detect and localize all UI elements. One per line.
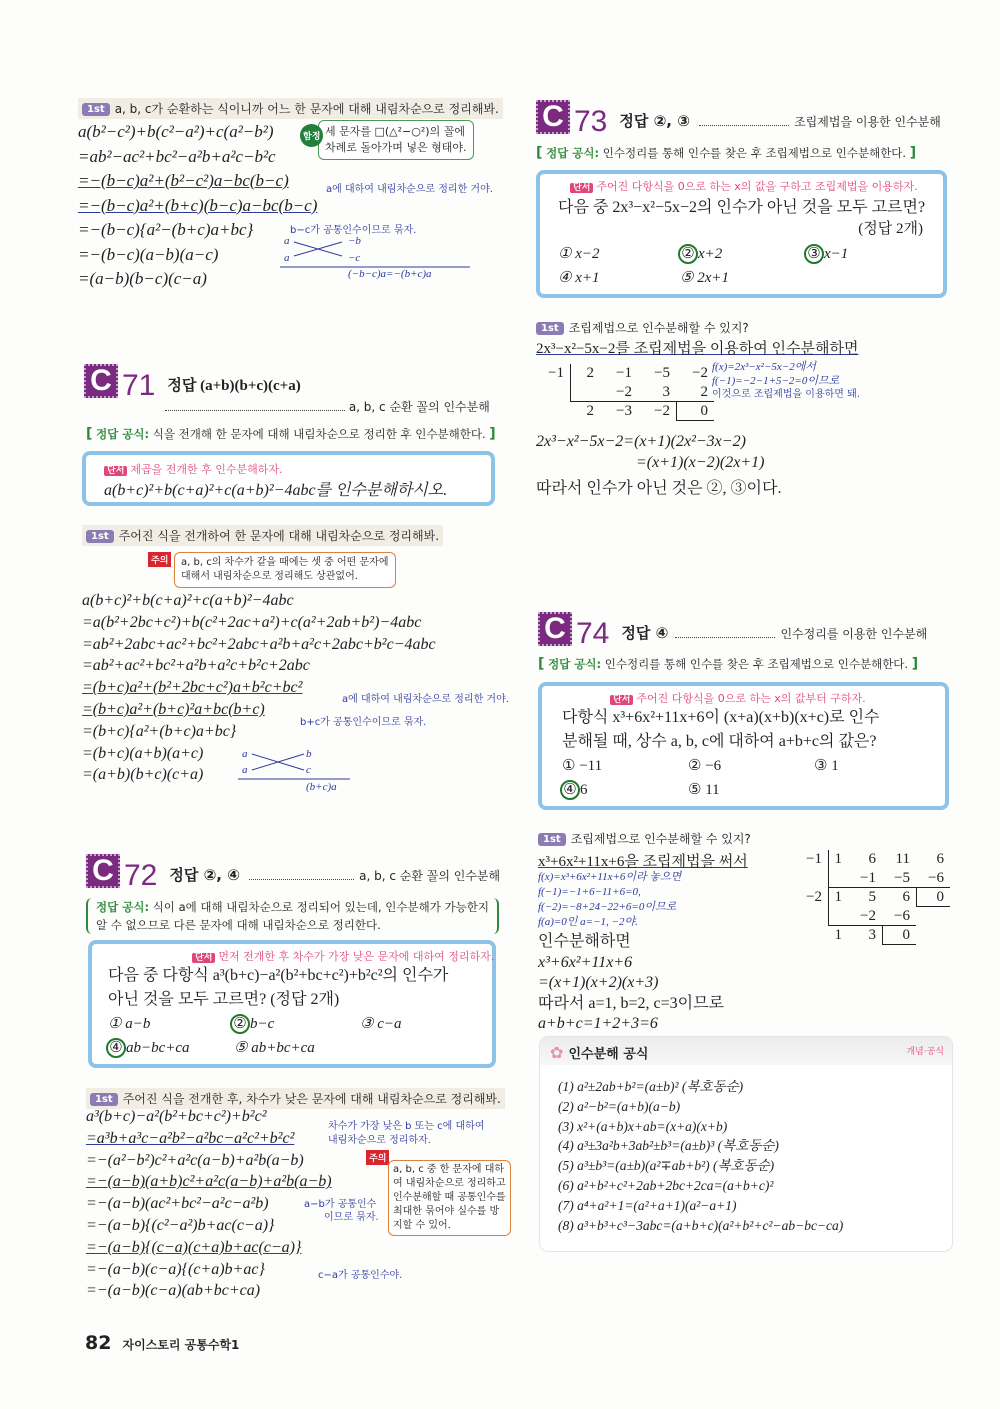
- problem-number: 73: [574, 104, 608, 138]
- choice-text: a−b: [125, 1016, 151, 1032]
- formula-label: 정답 공식:: [96, 427, 150, 441]
- formula-label: 정답 공식:: [548, 657, 602, 671]
- formula-box-title: 인수분해 공식: [568, 1047, 649, 1062]
- formula-item: (7) a⁴+a²+1=(a²+a+1)(a²−a+1): [558, 1197, 737, 1213]
- derivation-line: =(b+c){a²+(b+c)a+bc}: [82, 722, 237, 740]
- formula-text: 식이 a에 대해 내림차순으로 정리되어 있는데, 인수분해가 가능한지: [152, 900, 489, 914]
- problem-header-72: [86, 854, 500, 893]
- division-root: −2: [806, 889, 822, 905]
- formula-list: [540, 1065, 952, 1235]
- choice-number: ⑤: [680, 270, 694, 286]
- formula-item: (1) a²±2ab+b²=(a±b)² (복호동순): [558, 1079, 744, 1094]
- cross-label: −b: [348, 235, 361, 247]
- topic: 조립제법을 이용한 인수분해: [794, 115, 941, 129]
- formula-item: (5) a³±b³=(a±b)(a²∓ab+b²) (복호동순): [558, 1158, 775, 1174]
- cross-sum: (−b−c)a=−(b+c)a: [348, 268, 432, 280]
- circled-answer-mark: ②: [678, 244, 698, 264]
- derivation-line: a³(b+c)−a²(b²+bc+c²)+b²c²: [86, 1108, 267, 1125]
- choice-number: ①: [562, 758, 576, 774]
- trap-callout: [300, 120, 474, 160]
- problem-text: 다항식 x³+6x²+11x+6이 (x+a)(x+b)(x+c)로 인수: [562, 709, 880, 726]
- derivation-line: =−(a−b)(ac²+bc²−a²c−a²b): [86, 1195, 269, 1213]
- derivation-line: =−(b−c)a²+(b²−c²)a−bc(b−c): [78, 171, 289, 190]
- step-badge: 1st: [82, 103, 110, 116]
- problem-box: [88, 940, 496, 1068]
- caution-text: 최대한 묶어야 실수를 방: [393, 1206, 500, 1217]
- caution-text: a, b, c 중 한 문자에 대하: [393, 1164, 505, 1175]
- circled-answer-mark: ④: [106, 1038, 126, 1058]
- cross-label: b: [306, 748, 312, 760]
- cross-label: a: [242, 764, 248, 776]
- choice-text: 2x+1: [697, 270, 729, 286]
- choice-number: ①: [108, 1016, 122, 1032]
- hint: 제곱을 전개한 후 인수분해하자.: [130, 463, 283, 476]
- division-cell: [828, 869, 848, 888]
- side-note: a에 대하여 내림차순으로 정리한 거야.: [342, 694, 509, 705]
- derivation-line: 인수분해하면: [538, 933, 631, 950]
- hint: 주어진 다항식을 0으로 하는 x의 값부터 구하자.: [636, 692, 866, 705]
- problem-text: 다음 중 2x³−x²−5x−2의 인수가 아닌 것을 모두 고르면?: [558, 199, 926, 216]
- formula-text: 인수정리를 통해 인수를 찾은 후 조립제법으로 인수분해한다.: [604, 657, 909, 671]
- choice-number: ⑤: [688, 782, 702, 798]
- choice-text: c−a: [377, 1016, 402, 1032]
- side-note: a에 대하여 내림차순으로 정리한 거야.: [326, 184, 493, 195]
- step-heading: [78, 98, 503, 119]
- division-cell: −2: [600, 383, 638, 402]
- choice-text: x−1: [824, 246, 849, 262]
- topic: a, b, c 순환 꼴의 인수분해: [359, 869, 501, 883]
- division-cell: −2: [692, 365, 708, 381]
- choice-text: 1: [831, 758, 839, 774]
- c-badge: C: [536, 100, 570, 134]
- problem-number: 71: [122, 368, 156, 402]
- side-note: [304, 1198, 379, 1224]
- division-cell: 1: [834, 927, 842, 943]
- division-cell: −2: [654, 403, 670, 419]
- derivation-line: =ab²+ac²+bc²+a²b+a²c+b²c+2abc: [82, 657, 310, 675]
- choice-text: x+2: [698, 246, 723, 262]
- step-heading: [86, 1088, 505, 1109]
- problem-text: 아닌 것을 모두 고르면? (정답 2개): [108, 991, 340, 1008]
- choice-text: ab−bc+ca: [126, 1040, 190, 1056]
- derivation-line: =a³b+a³c−a²b²−a²bc−a²c²+b²c²: [86, 1129, 295, 1147]
- caution-text: 지할 수 있어.: [393, 1220, 451, 1231]
- choice-number: ③: [360, 1016, 374, 1032]
- topic: 인수정리를 이용한 인수분해: [780, 627, 928, 641]
- formula-text: 인수정리를 통해 인수를 찾은 후 조립제법으로 인수분해한다.: [602, 146, 907, 160]
- derivation-line: =(x+1)(x+2)(x+3): [538, 974, 659, 991]
- choice-2[interactable]: [688, 756, 721, 775]
- choice-3[interactable]: [814, 756, 839, 775]
- derivation: [538, 932, 724, 1035]
- problem-header-73: [536, 100, 941, 139]
- choice-5[interactable]: [234, 1038, 315, 1057]
- c-badge: C: [538, 612, 572, 646]
- c-badge: C: [84, 364, 118, 398]
- derivation-line: 2x³−x²−5x−2=(x+1)(2x²−3x−2): [536, 433, 746, 450]
- intro-text: 2x³−x²−5x−2를 조립제법을 이용하여 인수분해하면: [536, 341, 859, 357]
- side-note: [712, 360, 860, 402]
- caution-callout: [388, 1160, 511, 1236]
- side-note-line: f(−1)=−1+6−11+6=0,: [538, 886, 641, 898]
- division-cell: [570, 383, 600, 402]
- trap-text: 세 문자를 □(△²−○²)의 꼴에: [325, 125, 465, 138]
- derivation-line: =ab²+2abc+ac²+bc²+2abc+a²b+a²c+2abc+b²c−4abc: [82, 635, 436, 653]
- derivation-line: =−(a−b)(a+b)c²+a²c(a−b)+a²b(a−b): [86, 1173, 332, 1191]
- step-heading-text: 주어진 식을 전개한 후, 차수가 낮은 문자에 대해 내림차순으로 정리해봐.: [122, 1092, 501, 1106]
- derivation-line: x³+6x²+11x+6: [538, 953, 633, 971]
- choice-number: ①: [558, 246, 572, 262]
- page-number: 82: [85, 1332, 112, 1354]
- hint-badge: 단서: [104, 466, 127, 476]
- answer: 정답 ④: [621, 624, 669, 642]
- cross-sum: (b+c)a: [306, 781, 337, 793]
- topic-line: [165, 398, 490, 415]
- choice-4[interactable]: [106, 1038, 190, 1058]
- side-note-line: a−b가 공통인수: [304, 1199, 377, 1210]
- derivation-line: =−(a−b)(c−a){(c+a)b+ac}: [86, 1260, 265, 1278]
- division-cell: −1: [848, 869, 882, 888]
- problem-box: [82, 451, 495, 506]
- answer-formula: [ 정답 공식: 식을 전개해 한 문자에 대해 내림차순으로 정리한 후 인수분해한다. ]: [86, 426, 496, 442]
- problem-text: a(b+c)²+b(c+a)²+c(a+b)²−4abc를 인수분해하시오.: [104, 482, 448, 499]
- division-remainder: 0: [882, 926, 916, 945]
- problem-text: 분해될 때, 상수 a, b, c에 대하여 a+b+c의 값은?: [562, 733, 877, 750]
- choice-text: x+1: [575, 270, 600, 286]
- formula-text: 알 수 없으므로 다른 문자에 대해 내림차순으로 정리한다.: [96, 918, 381, 932]
- caution-badge: 주의: [366, 1150, 389, 1165]
- side-note-line: 이것으로 조립제법을 이용하면 돼.: [712, 389, 860, 400]
- division-cell: 2: [676, 383, 714, 402]
- answer: 정답 (a+b)(b+c)(c+a): [167, 378, 301, 394]
- division-cell: 3: [868, 927, 876, 943]
- hint: 주어진 다항식을 0으로 하는 x의 값을 구하고 조립제법을 이용하자.: [596, 180, 918, 193]
- step-heading-text: a, b, c가 순환하는 식이니까 어느 한 문자에 대해 내림차순으로 정리해봐.: [114, 102, 499, 116]
- circled-answer-mark: ③: [804, 244, 824, 264]
- answer-count: (정답 2개): [858, 221, 923, 237]
- problem-box: [536, 170, 947, 298]
- side-note: [328, 1120, 485, 1148]
- derivation-line: =(b+c)a²+(b+c)²a+bc(b+c): [82, 700, 265, 718]
- step-heading-text: 주어진 식을 전개하여 한 문자에 대해 내림차순으로 정리해봐.: [118, 529, 440, 543]
- formula-item: (8) a³+b³+c³−3abc=(a+b+c)(a²+b²+c²−ab−bc−ca): [558, 1217, 844, 1233]
- side-note-line: f(x)=x³+6x²+11x+6이라 놓으면: [538, 871, 682, 883]
- answer-formula: [ 정답 공식: 인수정리를 통해 인수를 찾은 후 조립제법으로 인수분해한다. ]: [536, 145, 917, 161]
- step-badge: 1st: [86, 530, 114, 543]
- problem-number: 74: [576, 616, 610, 650]
- division-cell: 6: [902, 889, 910, 905]
- step-heading: [536, 319, 749, 336]
- formula-label: 정답 공식:: [96, 900, 150, 914]
- step-heading: [82, 525, 443, 546]
- derivation-line: =−(a²−b²)c²+a²c(a−b)+a²b(a−b): [86, 1151, 304, 1169]
- answer-formula: [ 정답 공식: 인수정리를 통해 인수를 찾은 후 조립제법으로 인수분해한다. ]: [538, 656, 919, 672]
- circled-answer-mark: ②: [230, 1014, 250, 1034]
- derivation-line: 따라서 a=1, b=2, c=3이므로: [538, 994, 725, 1012]
- book-title: 자이스토리 공통수학1: [122, 1338, 240, 1352]
- derivation-line: =−(a−b)(c−a)(ab+bc+ca): [86, 1282, 261, 1300]
- intro-text: x³+6x²+11x+6을 조립제법을 써서: [538, 854, 748, 870]
- page-footer: [85, 1332, 239, 1354]
- choice-1[interactable]: [108, 1014, 150, 1033]
- division-cell: 5: [868, 889, 876, 905]
- division-cell: [828, 907, 848, 926]
- caution-text: 대해서 내림차순으로 정리해도 상관없어.: [181, 571, 358, 582]
- division-cell: 3: [638, 383, 676, 402]
- circled-answer-mark: ④: [560, 780, 580, 800]
- caution-text: 인수분해할 때 공통인수를: [393, 1192, 506, 1203]
- choice-5[interactable]: [680, 268, 729, 287]
- choice-text: 11: [705, 782, 720, 798]
- hint-badge: 단서: [192, 953, 215, 963]
- synthetic-division: [800, 850, 950, 945]
- synthetic-division: [540, 364, 714, 421]
- cross-label: −c: [348, 252, 361, 264]
- division-root: −1: [806, 851, 822, 867]
- side-note: b−c가 공통인수이므로 묶자.: [290, 225, 417, 236]
- choice-1[interactable]: [562, 756, 602, 775]
- problem-header-74: [538, 612, 927, 651]
- step-badge: 1st: [538, 833, 566, 846]
- answer-formula: [86, 898, 499, 934]
- derivation-line: =a(b²+2bc+c²)+b(c²+2ac+a²)+c(a²+2ab+b²)−4abc: [82, 613, 422, 631]
- hint-badge: 단서: [610, 695, 633, 705]
- division-cell: 1: [828, 850, 848, 869]
- side-note: [538, 870, 681, 930]
- choice-2[interactable]: [230, 1014, 274, 1034]
- derivation-line: =−(b−c)(a−b)(a−c): [78, 244, 219, 264]
- step-badge: 1st: [90, 1093, 118, 1106]
- derivation-line: =−(a−b){(c−a)(c+a)b+ac(c−a)}: [86, 1238, 302, 1256]
- derivation-line: =−(b−c)a²+(b+c)(b−c)a−bc(b−c): [78, 195, 318, 215]
- derivation-line: =−(a−b){(c²−a²)b+ac(c−a)}: [86, 1216, 275, 1234]
- derivation-line: =(a+b)(b+c)(c+a): [82, 766, 204, 784]
- problem-box: [538, 682, 949, 810]
- choice-text: −11: [579, 758, 603, 774]
- side-note-line: 이므로 묶자.: [324, 1212, 379, 1223]
- choice-3[interactable]: [360, 1014, 401, 1033]
- division-cell: 1: [828, 888, 848, 907]
- division-cell: −5: [882, 869, 916, 888]
- cross-label: a: [284, 252, 290, 264]
- side-note-line: f(−1)=−2−1+5−2=0이므로: [712, 375, 840, 387]
- division-cell: −1: [616, 365, 632, 381]
- cross-label: a: [242, 748, 248, 760]
- division-cell: 11: [895, 851, 910, 867]
- division-cell: −6: [882, 907, 916, 926]
- formula-item: (2) a²−b²=(a+b)(a−b): [558, 1098, 681, 1114]
- cross-diagram: [238, 748, 350, 782]
- choice-number: ③: [814, 758, 828, 774]
- choice-number: ④: [558, 270, 572, 286]
- side-note-line: f(x)=2x³−x²−5x−2에서: [712, 361, 816, 373]
- hint-badge: 단서: [570, 183, 593, 193]
- answer: 정답 ②, ③: [619, 112, 690, 130]
- step-heading: [538, 830, 751, 847]
- choice-text: b−c: [250, 1016, 275, 1032]
- derivation: [86, 1108, 332, 1304]
- formula-label: 정답 공식:: [546, 146, 600, 160]
- choice-2[interactable]: [678, 244, 722, 264]
- formula-item: (3) x²+(a+b)x+ab=(x+a)(x+b): [558, 1118, 728, 1134]
- derivation-line: =(x+1)(x−2)(2x+1): [636, 454, 765, 471]
- choice-text: −6: [705, 758, 722, 774]
- formula-box-tag: 개념·공식: [906, 1047, 944, 1057]
- answer: 정답 ②, ④: [169, 866, 240, 884]
- side-note: b+c가 공통인수이므로 묶자.: [300, 717, 427, 728]
- formula-item: (4) a³±3a²b+3ab²±b³=(a±b)³ (복호동순): [558, 1138, 779, 1154]
- division-cell: 2: [570, 364, 600, 383]
- problem-number: 72: [124, 858, 158, 892]
- cross-label: c: [306, 764, 311, 776]
- division-cell: −6: [916, 869, 950, 888]
- choice-text: 6: [580, 782, 588, 798]
- formula-box: [540, 1037, 952, 1251]
- division-remainder: 0: [676, 402, 714, 421]
- formula-item: (6) a²+b²+c²+2ab+2bc+2ca=(a+b+c)²: [558, 1177, 774, 1193]
- choice-number: ⑤: [234, 1040, 248, 1056]
- caution-text: a, b, c의 차수가 같을 때에는 셋 중 어떤 문자에: [181, 557, 389, 568]
- side-note-line: f(−2)=−8+24−22+6=0이므로: [538, 901, 677, 913]
- derivation-line: a(b+c)²+b(c+a)²+c(a+b)²−4abc: [82, 592, 294, 609]
- division-cell: −5: [654, 365, 670, 381]
- choice-4[interactable]: [560, 780, 588, 800]
- division-cell: −2: [848, 907, 882, 926]
- conclusion: 따라서 인수가 아닌 것은 ②, ③이다.: [536, 480, 782, 497]
- choice-5[interactable]: [688, 780, 720, 799]
- side-note-line: 차수가 가장 낮은 b 또는 c에 대하여: [328, 1121, 485, 1132]
- flower-icon: ✿: [550, 1043, 564, 1062]
- caution-callout: [148, 552, 396, 588]
- step-heading-text: 조립제법으로 인수분해할 수 있지?: [568, 321, 749, 335]
- problem-text: 다음 중 다항식 a³(b+c)−a²(b²+bc+c²)+b²c²의 인수가: [108, 967, 449, 984]
- derivation-line: =ab²−ac²+bc²−a²b+a²c−b²c: [78, 146, 276, 166]
- problem-header-71: [84, 364, 301, 403]
- choice-4[interactable]: [558, 268, 599, 287]
- division-cell: 2: [586, 403, 594, 419]
- choice-text: ab+bc+ca: [251, 1040, 315, 1056]
- step-heading-text: 조립제법으로 인수분해할 수 있지?: [570, 832, 751, 846]
- hint: 먼저 전개한 후 차수가 가장 낮은 문자에 대하여 정리하자.: [218, 950, 495, 963]
- derivation-line: =(a−b)(b−c)(c−a): [78, 269, 207, 288]
- derivation-line: =(b+c)a²+(b²+2bc+c²)a+b²c+bc²: [82, 679, 303, 697]
- choice-3[interactable]: [804, 244, 848, 264]
- topic: a, b, c 순환 꼴의 인수분해: [348, 400, 490, 414]
- cross-label: a: [284, 235, 290, 247]
- choice-number: ②: [688, 758, 702, 774]
- division-cell: −3: [616, 403, 632, 419]
- caution-text: 여 내림차순으로 정리하고: [393, 1178, 506, 1189]
- choice-text: x−2: [575, 246, 600, 262]
- step-badge: 1st: [536, 322, 564, 335]
- formula-text: 식을 전개해 한 문자에 대해 내림차순으로 정리한 후 인수분해한다.: [152, 427, 486, 441]
- side-note-line: 내림차순으로 정리하자.: [328, 1135, 431, 1146]
- side-note: c−a가 공통인수야.: [318, 1270, 403, 1281]
- trap-badge: 함정: [300, 124, 323, 147]
- c-badge: C: [86, 854, 120, 888]
- derivation-line: =−(b−c){a²−(b+c)a+bc}: [78, 220, 254, 239]
- division-cell: 6: [936, 851, 944, 867]
- caution-badge: 주의: [148, 552, 171, 567]
- division-root: −1: [548, 365, 564, 381]
- trap-text: 차례로 돌아가며 넣은 형태야.: [325, 141, 467, 154]
- side-note-line: f(a)=0인 a=−1, −2야.: [538, 916, 638, 928]
- derivation-line: =(b+c)(a+b)(a+c): [82, 744, 204, 762]
- derivation-line: a+b+c=1+2+3=6: [538, 1015, 658, 1032]
- division-remainder: 0: [916, 888, 950, 907]
- choice-1[interactable]: [558, 244, 599, 263]
- derivation-line: a(b²−c²)+b(c²−a²)+c(a²−b²): [78, 122, 274, 141]
- division-cell: 6: [868, 851, 876, 867]
